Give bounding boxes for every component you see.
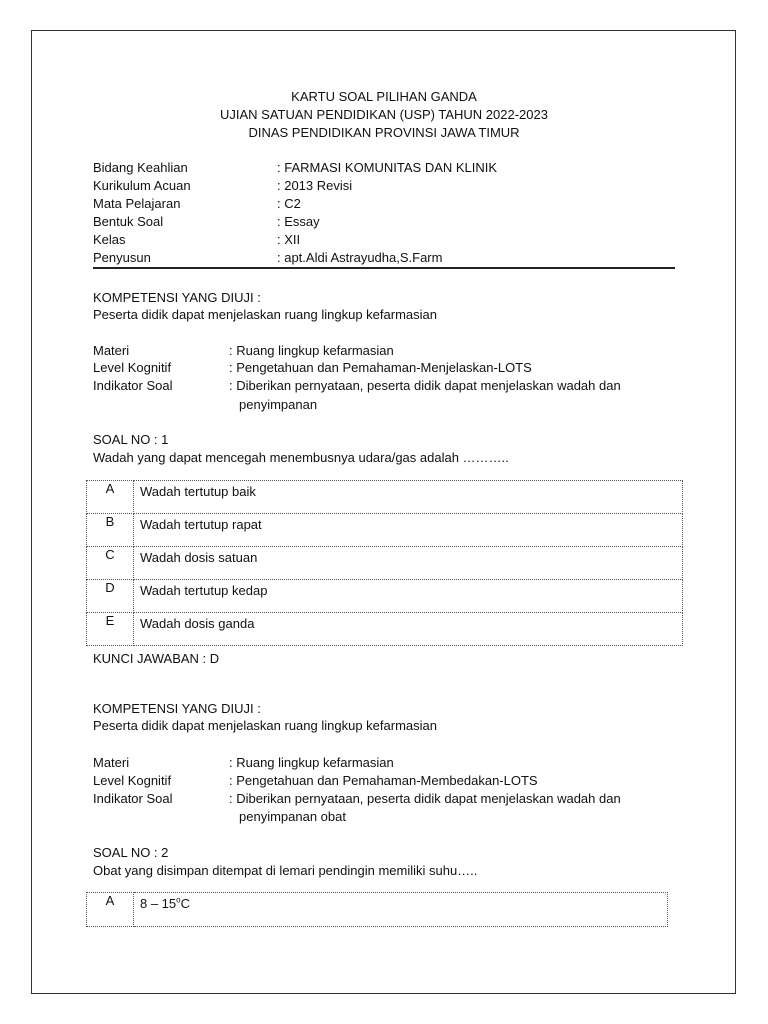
option-letter: E bbox=[87, 613, 134, 646]
question-text-1: Wadah yang dapat mencegah menembusnya udara/gas adalah ……….. bbox=[93, 450, 509, 465]
indikator-label-2: Indikator Soal bbox=[93, 791, 173, 806]
option-value: 8 – 15 bbox=[140, 896, 177, 911]
option-letter: B bbox=[87, 514, 134, 547]
option-text bbox=[134, 893, 668, 927]
option-text: Wadah tertutup baik bbox=[134, 481, 683, 514]
option-letter: C bbox=[87, 547, 134, 580]
options-table-2 bbox=[86, 892, 668, 927]
option-row[interactable] bbox=[87, 481, 683, 514]
option-row[interactable] bbox=[87, 613, 683, 646]
indikator-value-1: : Diberikan pernyataan, peserta didik dapat menjelaskan wadah dan bbox=[229, 378, 621, 393]
info-label-kurikulum: Kurikulum Acuan bbox=[93, 178, 191, 193]
option-text: Wadah tertutup rapat bbox=[134, 514, 683, 547]
indikator-value-2: : Diberikan pernyataan, peserta didik dapat menjelaskan wadah dan bbox=[229, 791, 621, 806]
option-row[interactable] bbox=[87, 580, 683, 613]
option-letter: A bbox=[87, 893, 134, 927]
materi-label-2: Materi bbox=[93, 755, 130, 770]
option-letter: A bbox=[87, 481, 134, 514]
option-letter: D bbox=[87, 580, 134, 613]
info-label-mapel: Mata Pelajaran bbox=[93, 196, 181, 211]
kompetensi-text-2: Peserta didik dapat menjelaskan ruang lingkup kefarmasian bbox=[93, 718, 437, 733]
indikator-value-2-cont: penyimpanan obat bbox=[239, 809, 346, 824]
indikator-label-1: Indikator Soal bbox=[93, 378, 173, 393]
divider bbox=[93, 267, 675, 269]
info-value-bidang: : FARMASI KOMUNITAS DAN KLINIK bbox=[277, 160, 498, 175]
kompetensi-text-1: Peserta didik dapat menjelaskan ruang lingkup kefarmasian bbox=[93, 307, 437, 322]
soal-no-1: SOAL NO : 1 bbox=[93, 432, 169, 447]
answer-key-1: KUNCI JAWABAN : D bbox=[93, 651, 220, 666]
degree-superscript: o bbox=[176, 895, 181, 905]
header-title: KARTU SOAL PILIHAN GANDA bbox=[291, 89, 477, 104]
info-value-kelas: : XII bbox=[277, 232, 301, 247]
indikator-value-1-cont: penyimpanan bbox=[239, 397, 318, 412]
info-label-bentuk: Bentuk Soal bbox=[93, 214, 164, 229]
materi-value-2: : Ruang lingkup kefarmasian bbox=[229, 755, 394, 770]
option-row[interactable] bbox=[87, 547, 683, 580]
info-label-kelas: Kelas bbox=[93, 232, 126, 247]
options-table-1 bbox=[86, 480, 683, 646]
info-value-mapel: : C2 bbox=[277, 196, 301, 211]
option-text: Wadah tertutup kedap bbox=[134, 580, 683, 613]
soal-no-2: SOAL NO : 2 bbox=[93, 845, 169, 860]
header-subtitle: UJIAN SATUAN PENDIDIKAN (USP) TAHUN 2022-2023 bbox=[220, 107, 548, 122]
kompetensi-heading-2: KOMPETENSI YANG DIUJI : bbox=[93, 701, 261, 716]
info-label-bidang: Bidang Keahlian bbox=[93, 160, 188, 175]
kompetensi-heading-1: KOMPETENSI YANG DIUJI : bbox=[93, 290, 261, 305]
level-value-1: : Pengetahuan dan Pemahaman-Menjelaskan-LOTS bbox=[229, 360, 532, 375]
info-value-kurikulum: : 2013 Revisi bbox=[277, 178, 353, 193]
level-label-2: Level Kognitif bbox=[93, 773, 172, 788]
option-row[interactable] bbox=[87, 514, 683, 547]
level-label-1: Level Kognitif bbox=[93, 360, 172, 375]
option-text: Wadah dosis satuan bbox=[134, 547, 683, 580]
info-value-penyusun: : apt.Aldi Astrayudha,S.Farm bbox=[277, 250, 443, 265]
option-unit: C bbox=[180, 896, 190, 911]
header-agency: DINAS PENDIDIKAN PROVINSI JAWA TIMUR bbox=[248, 125, 520, 140]
materi-value-1: : Ruang lingkup kefarmasian bbox=[229, 343, 394, 358]
option-row[interactable] bbox=[87, 893, 668, 927]
option-text: Wadah dosis ganda bbox=[134, 613, 683, 646]
info-value-bentuk: : Essay bbox=[277, 214, 320, 229]
info-label-penyusun: Penyusun bbox=[93, 250, 151, 265]
question-text-2: Obat yang disimpan ditempat di lemari pendingin memiliki suhu….. bbox=[93, 863, 478, 878]
level-value-2: : Pengetahuan dan Pemahaman-Membedakan-LOTS bbox=[229, 773, 538, 788]
materi-label-1: Materi bbox=[93, 343, 130, 358]
